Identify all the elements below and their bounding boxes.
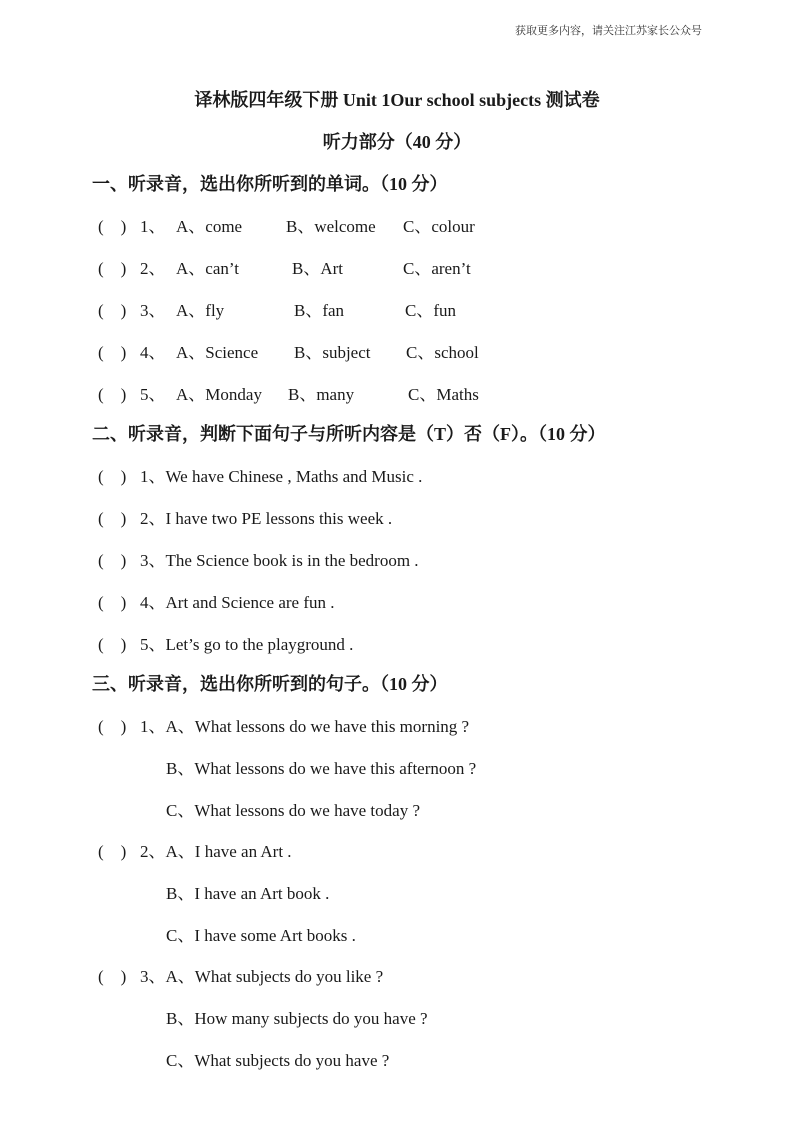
- question-row: [98, 338, 479, 363]
- question-row: [98, 837, 292, 862]
- answer-blank[interactable]: ( ): [98, 551, 127, 570]
- question-number: 2、: [140, 842, 166, 861]
- question-number: 3、: [140, 967, 166, 986]
- section-3-heading: 三、听录音，选出你所听到的句子。（10 分）: [92, 674, 448, 694]
- statement-text: The Science book is in the bedroom .: [165, 551, 419, 570]
- option-a: A、fly: [176, 301, 225, 320]
- option-a: A、I have an Art .: [165, 842, 292, 861]
- option-a: A、can’t: [176, 259, 239, 278]
- question-row: [98, 380, 479, 405]
- answer-blank[interactable]: ( ): [98, 717, 127, 736]
- answer-blank[interactable]: ( ): [98, 217, 127, 236]
- option-c: C、I have some Art books .: [166, 926, 356, 945]
- answer-blank[interactable]: ( ): [98, 467, 127, 486]
- option-b: B、welcome: [286, 217, 376, 236]
- answer-blank[interactable]: ( ): [98, 301, 127, 320]
- question-number: 4、: [140, 343, 166, 362]
- option-a: A、What lessons do we have this morning ?: [165, 717, 470, 736]
- option-a: A、come: [176, 217, 243, 236]
- question-number: 5、: [140, 385, 166, 404]
- question-number: 2、: [140, 509, 166, 528]
- option-a: A、Monday: [176, 385, 262, 404]
- option-b: B、fan: [294, 301, 345, 320]
- option-c: C、What subjects do you have ?: [166, 1051, 390, 1070]
- option-c: C、aren’t: [403, 259, 471, 278]
- question-row: [98, 712, 469, 737]
- question-number: 2、: [140, 259, 166, 278]
- option-c: C、colour: [403, 217, 475, 236]
- question-number: 3、: [140, 301, 166, 320]
- answer-blank[interactable]: ( ): [98, 967, 127, 986]
- option-c: C、school: [406, 343, 479, 362]
- section-1-heading: 一、听录音，选出你所听到的单词。（10 分）: [92, 174, 448, 194]
- question-row: [98, 462, 422, 487]
- statement-text: I have two PE lessons this week .: [165, 509, 393, 528]
- option-a: A、What subjects do you like ?: [165, 967, 384, 986]
- question-row: [98, 504, 392, 529]
- statement-text: Art and Science are fun .: [165, 593, 335, 612]
- page-title: 译林版四年级下册 Unit 1Our school subjects 测试卷: [194, 90, 600, 110]
- question-number: 1、: [140, 717, 166, 736]
- answer-blank[interactable]: ( ): [98, 509, 127, 528]
- option-c: C、fun: [405, 301, 456, 320]
- question-row: [98, 962, 383, 987]
- question-row: [98, 254, 471, 279]
- section-2-heading: 二、听录音，判断下面句子与所听内容是（T）否（F）。（10 分）: [92, 424, 606, 444]
- question-number: 3、: [140, 551, 166, 570]
- statement-text: Let’s go to the playground .: [165, 635, 354, 654]
- option-c: C、Maths: [408, 385, 479, 404]
- question-row: [98, 546, 419, 571]
- answer-blank[interactable]: ( ): [98, 635, 127, 654]
- page-subtitle: 听力部分（40 分）: [322, 132, 472, 152]
- question-row: [98, 212, 475, 237]
- question-number: 1、: [140, 467, 166, 486]
- question-number: 5、: [140, 635, 166, 654]
- header-note: 获取更多内容，请关注江苏家长公众号: [515, 25, 702, 37]
- option-b: B、Art: [292, 259, 343, 278]
- question-row: [98, 296, 456, 321]
- answer-blank[interactable]: ( ): [98, 593, 127, 612]
- option-c: C、What lessons do we have today ?: [166, 801, 420, 820]
- statement-text: We have Chinese , Maths and Music .: [165, 467, 423, 486]
- question-number: 4、: [140, 593, 166, 612]
- question-row: [98, 588, 334, 613]
- option-b: B、many: [288, 385, 355, 404]
- answer-blank[interactable]: ( ): [98, 343, 127, 362]
- answer-blank[interactable]: ( ): [98, 385, 127, 404]
- option-b: B、subject: [294, 343, 371, 362]
- option-a: A、Science: [176, 343, 259, 362]
- question-number: 1、: [140, 217, 166, 236]
- question-row: [98, 630, 353, 655]
- option-b: B、What lessons do we have this afternoon ?: [166, 759, 477, 778]
- option-b: B、How many subjects do you have ?: [166, 1009, 428, 1028]
- option-b: B、I have an Art book .: [166, 884, 330, 903]
- answer-blank[interactable]: ( ): [98, 842, 127, 861]
- answer-blank[interactable]: ( ): [98, 259, 127, 278]
